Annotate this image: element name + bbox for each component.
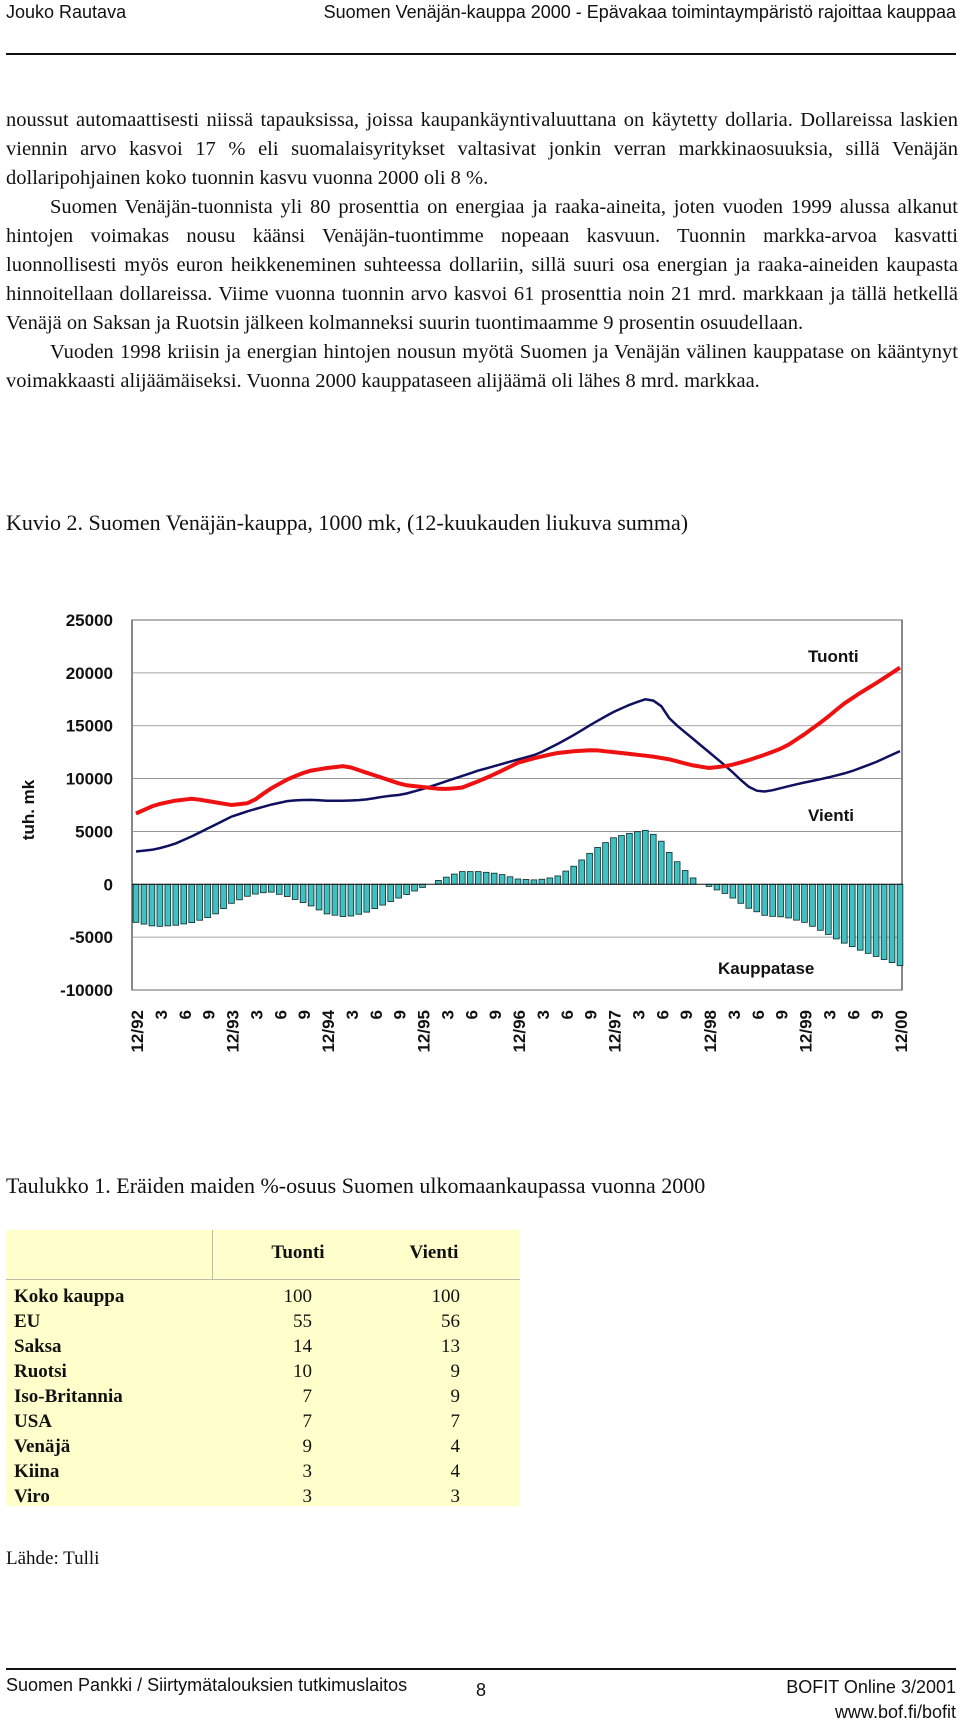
x-tick-label: 3 <box>724 1010 744 1020</box>
x-tick-label: 6 <box>557 1010 577 1020</box>
x-tick-label: 3 <box>247 1010 267 1020</box>
x-tick-label: 6 <box>366 1010 386 1020</box>
balance-bar <box>555 876 561 884</box>
row-export-share: 4 <box>450 1436 460 1457</box>
balance-bar <box>571 866 577 884</box>
balance-bar <box>714 884 720 890</box>
x-tick-label: 3 <box>533 1010 553 1020</box>
balance-bar <box>531 880 537 884</box>
balance-bar <box>483 872 489 884</box>
x-tick-label: 9 <box>199 1010 219 1020</box>
balance-bar <box>794 884 800 920</box>
footer-url: www.bof.fi/bofit <box>834 1702 956 1722</box>
x-tick-label: 3 <box>342 1010 362 1020</box>
paragraph-3: Vuoden 1998 kriisin ja energian hintojen nousun myötä Suomen ja Venäjän välinen kauppatase on kääntynyt voimakkaasti alijäämäiseksi. Vuonna 2000 kauppataseen alijäämä oli lähes 8 mrd. markkaa. <box>6 341 958 392</box>
balance-bar <box>173 884 179 925</box>
x-tick-label: 12/00 <box>892 1010 911 1053</box>
row-export-share: 56 <box>441 1311 460 1332</box>
table-row <box>6 1334 520 1359</box>
table-divider <box>6 1279 520 1280</box>
x-tick-label: 6 <box>271 1010 291 1020</box>
y-tick-label: 20000 <box>65 663 113 683</box>
table-row <box>6 1309 520 1334</box>
footer-publication <box>786 1675 956 1725</box>
balance-bar <box>579 860 585 884</box>
balance-bar <box>666 852 672 884</box>
x-tick-label: 9 <box>486 1010 506 1020</box>
legend-import: Tuonti <box>808 647 859 666</box>
balance-bar <box>730 884 736 898</box>
balance-bar <box>149 884 155 926</box>
table-row <box>6 1459 520 1484</box>
balance-bar <box>245 884 251 896</box>
balance-bar <box>611 838 617 885</box>
row-import-share: 3 <box>302 1461 312 1482</box>
row-import-share: 9 <box>302 1436 312 1457</box>
footer-rule <box>6 1668 956 1670</box>
balance-bar <box>897 884 903 965</box>
balance-bar <box>682 871 688 885</box>
balance-bar <box>268 884 274 892</box>
table-row <box>6 1409 520 1434</box>
balance-bar <box>300 884 306 902</box>
balance-bar <box>642 830 648 884</box>
balance-bar <box>253 884 259 894</box>
balance-bar <box>786 884 792 918</box>
balance-bar <box>444 877 450 884</box>
table-row <box>6 1384 520 1409</box>
row-export-share: 13 <box>441 1336 460 1357</box>
x-tick-label: 12/98 <box>701 1010 720 1053</box>
row-export-share: 9 <box>450 1361 460 1382</box>
balance-bar <box>762 884 768 915</box>
x-tick-label: 9 <box>295 1010 315 1020</box>
row-country: Ruotsi <box>14 1361 67 1382</box>
y-tick-label: 10000 <box>65 769 113 789</box>
balance-bar <box>754 884 760 911</box>
table-body <box>6 1284 520 1509</box>
balance-bar <box>627 833 633 884</box>
balance-bar <box>340 884 346 916</box>
balance-bar <box>181 884 187 924</box>
page-footer <box>0 1668 960 1729</box>
x-tick-label: 12/95 <box>414 1010 434 1053</box>
balance-bar <box>229 884 235 903</box>
x-tick-label: 6 <box>653 1010 673 1020</box>
table-row <box>6 1484 520 1509</box>
x-tick-label: 12/96 <box>510 1010 529 1053</box>
balance-bar <box>833 884 839 939</box>
body-text <box>6 106 958 396</box>
row-import-share: 14 <box>293 1336 312 1357</box>
balance-bar <box>889 884 895 962</box>
row-import-share: 55 <box>293 1311 312 1332</box>
balance-bar <box>547 878 553 884</box>
table-row <box>6 1434 520 1459</box>
balance-bar <box>491 873 497 884</box>
balance-bar <box>276 884 282 894</box>
balance-bar <box>658 841 664 884</box>
header-rule <box>6 53 956 55</box>
paragraph-2: Suomen Venäjän-tuonnista yli 80 prosenttia on energiaa ja raaka-aineita, joten vuoden 1999 alussa alkanut hintojen voimakas nousu käänsi Venäjän-tuontimme nopeaan kasvuun. Tuonnin markka-arvoa kasvatti luonnollisesti myös euron heikkeneminen suhteessa dollariin, sillä suuri osa energian ja raaka-aineiden kaupasta hinnoitellaan dollareissa. Viime vuonna tuonnin arvo kasvoi 61 prosenttia noin 21 mrd. markkaan ja tällä hetkellä Venäjä on Saksan ja Ruotsin jälkeen kolmanneksi suurin tuontimaamme 9 prosentin osuudellaan. <box>6 196 958 334</box>
balance-bar <box>841 884 847 943</box>
column-header-import: Tuonti <box>271 1242 325 1263</box>
x-tick-label: 9 <box>677 1010 697 1020</box>
y-tick-label: 5000 <box>75 822 113 842</box>
balance-bar <box>221 884 227 908</box>
balance-bar <box>380 884 386 905</box>
balance-bar <box>539 879 545 884</box>
balance-bar <box>284 884 290 896</box>
page-header <box>0 0 960 56</box>
balance-bar <box>197 884 203 920</box>
legend-export: Vienti <box>808 806 854 825</box>
table-row <box>6 1359 520 1384</box>
row-country: Koko kauppa <box>14 1286 125 1307</box>
x-tick-label: 12/97 <box>605 1010 625 1053</box>
row-export-share: 3 <box>450 1486 460 1507</box>
row-country: USA <box>14 1411 53 1432</box>
balance-bar <box>802 884 808 922</box>
balance-bar <box>308 884 314 906</box>
x-tick-labels <box>128 1009 911 1052</box>
row-export-share: 7 <box>450 1411 460 1432</box>
balance-bar <box>650 834 656 884</box>
balance-bar <box>237 884 243 900</box>
row-import-share: 100 <box>283 1286 312 1307</box>
balance-bar <box>563 871 569 884</box>
balance-bar <box>499 875 505 885</box>
x-tick-label: 6 <box>462 1010 482 1020</box>
balance-bar <box>881 884 887 959</box>
footer-publisher: Suomen Pankki / Siirtymätalouksien tutkimuslaitos <box>6 1675 408 1695</box>
balance-bar <box>260 884 266 892</box>
x-tick-label: 6 <box>844 1010 864 1020</box>
x-tick-label: 6 <box>175 1010 195 1020</box>
balance-bar <box>857 884 863 950</box>
balance-bar <box>404 884 410 894</box>
balance-bar <box>619 836 625 885</box>
balance-bar <box>157 884 163 926</box>
row-country: EU <box>14 1311 41 1332</box>
row-import-share: 10 <box>293 1361 312 1382</box>
balance-bar <box>459 872 465 885</box>
balance-bar <box>778 884 784 917</box>
balance-bar <box>507 877 513 884</box>
header-title: Suomen Venäjän-kauppa 2000 - Epävakaa toimintaympäristö rajoittaa kauppaa <box>323 2 956 22</box>
balance-bar <box>826 884 832 934</box>
balance-bar <box>818 884 824 930</box>
balance-bar <box>396 884 402 898</box>
balance-bar <box>587 853 593 884</box>
balance-bar <box>603 843 609 885</box>
balance-bar <box>746 884 752 908</box>
y-axis-label: tuh. mk <box>19 779 38 841</box>
balance-bar <box>364 884 370 912</box>
country-share-table <box>6 1230 520 1506</box>
balance-bar <box>133 884 139 922</box>
balance-bar <box>372 884 378 908</box>
balance-bar <box>865 884 871 953</box>
x-tick-label: 12/93 <box>223 1010 243 1053</box>
balance-bar <box>292 884 298 899</box>
x-tick-label: 3 <box>151 1010 171 1020</box>
header-author: Jouko Rautava <box>6 2 127 22</box>
x-tick-label: 9 <box>390 1010 410 1020</box>
figure-caption: Kuvio 2. Suomen Venäjän-kauppa, 1000 mk, (12-kuukauden liukuva summa) <box>6 510 689 535</box>
page-number: 8 <box>476 1680 487 1700</box>
balance-bar <box>451 874 457 884</box>
row-export-share: 100 <box>431 1286 460 1307</box>
balance-bar <box>595 847 601 884</box>
balance-bar <box>849 884 855 946</box>
row-export-share: 9 <box>450 1386 460 1407</box>
balance-bar <box>436 880 442 884</box>
y-tick-label: 0 <box>103 875 113 895</box>
y-tick-label: -10000 <box>60 981 113 1000</box>
row-country: Venäjä <box>14 1436 71 1457</box>
row-country: Kiina <box>14 1461 60 1482</box>
row-import-share: 7 <box>302 1411 312 1432</box>
row-import-share: 3 <box>302 1486 312 1507</box>
balance-bar <box>674 862 680 885</box>
legend-balance: Kauppatase <box>718 959 815 978</box>
table-caption: Taulukko 1. Eräiden maiden %-osuus Suomen ulkomaankaupassa vuonna 2000 <box>6 1173 706 1198</box>
y-tick-labels <box>60 611 113 1000</box>
x-tick-label: 12/92 <box>128 1010 147 1053</box>
balance-bar <box>165 884 171 926</box>
x-tick-label: 9 <box>868 1010 888 1020</box>
y-tick-label: 25000 <box>65 611 113 630</box>
source-note: Lähde: Tulli <box>6 1548 100 1569</box>
paragraph-1: noussut automaattisesti niissä tapauksissa, joissa kaupankäyntivaluuttana on käytetty dollaria. Dollareissa laskien viennin arvo kasvoi 17 % eli suomalaisyritykset valtasivat jonkin verran markkinaosuuksia, sillä Venäjän dollaripohjainen koko tuonnin kasvu vuonna 2000 oli 8 %. <box>6 109 958 189</box>
x-tick-label: 12/94 <box>319 1010 338 1053</box>
row-import-share: 7 <box>302 1386 312 1407</box>
balance-bar <box>810 884 816 926</box>
x-tick-label: 9 <box>772 1010 792 1020</box>
balance-bar <box>635 832 641 885</box>
balance-bar <box>324 884 330 914</box>
x-tick-label: 3 <box>820 1010 840 1020</box>
balance-bar <box>205 884 211 917</box>
row-export-share: 4 <box>450 1461 460 1482</box>
table-vertical-divider <box>212 1230 213 1279</box>
balance-bar <box>388 884 394 901</box>
trade-chart <box>0 580 960 1100</box>
x-tick-label: 9 <box>581 1010 601 1020</box>
balance-bar <box>332 884 338 915</box>
x-tick-label: 3 <box>438 1010 458 1020</box>
x-tick-label: 6 <box>748 1010 768 1020</box>
balance-bar <box>141 884 147 924</box>
x-tick-label: 12/99 <box>796 1010 816 1053</box>
balance-bar <box>523 879 529 884</box>
y-tick-label: -5000 <box>69 928 113 948</box>
balance-bar <box>467 872 473 885</box>
row-country: Saksa <box>14 1336 62 1357</box>
footer-issue: BOFIT Online 3/2001 <box>786 1677 956 1697</box>
row-country: Iso-Britannia <box>14 1386 123 1407</box>
balance-bar <box>189 884 195 922</box>
balance-bar <box>316 884 322 910</box>
balance-bar <box>873 884 879 956</box>
column-header-export: Vienti <box>409 1242 459 1263</box>
balance-bar <box>515 879 521 884</box>
balance-bar <box>738 884 744 903</box>
table-row <box>6 1284 520 1309</box>
balance-bar <box>722 884 728 893</box>
balance-bar <box>213 884 219 914</box>
balance-bar <box>356 884 362 914</box>
balance-bar <box>690 878 696 884</box>
y-tick-label: 15000 <box>65 716 113 736</box>
row-country: Viro <box>14 1486 50 1507</box>
balance-bar <box>770 884 776 916</box>
balance-bar <box>412 884 418 891</box>
balance-bar <box>348 884 354 916</box>
x-tick-label: 3 <box>629 1010 649 1020</box>
balance-bar <box>475 872 481 885</box>
